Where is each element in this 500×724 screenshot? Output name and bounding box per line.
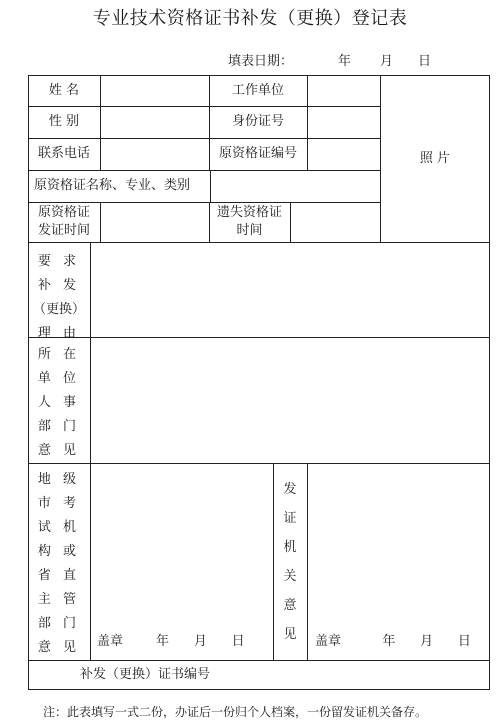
unit-hr-label-line: 部 门 [37, 419, 81, 434]
exam-authority-label-line: 省 直 [37, 568, 81, 583]
orig-cert-time-label-line2: 发证时间 [37, 223, 90, 238]
table-border-bottom [28, 689, 490, 690]
unit-hr-label-line: 人 事 [37, 395, 81, 410]
gender-label: 性 别 [48, 114, 80, 130]
exam-authority-label-line: 意 见 [37, 640, 81, 655]
photo-label: 照 片 [419, 150, 451, 166]
id-number-label: 身份证号 [231, 114, 284, 130]
issuer-label-char: 意 [283, 598, 297, 613]
exam-authority-label-line: 地 级 [37, 472, 81, 487]
reason-label-line: 理 由 [37, 326, 81, 341]
work-unit-label: 工作单位 [231, 82, 284, 98]
name-field[interactable] [101, 75, 209, 106]
table-border-right [489, 75, 490, 690]
orig-cert-no-label: 原资格证编号 [218, 146, 297, 162]
exam-authority-label-line: 试 机 [37, 520, 81, 535]
lost-time-label [209, 202, 290, 242]
id-number-field[interactable] [308, 106, 380, 138]
footnote: 注：此表填写一式二份，办证后一份归个人档案，一份留发证机关备存。 [43, 705, 428, 719]
issuer-label-char: 机 [283, 540, 297, 555]
reissue-cert-no-label: 补发（更换）证书编号 [80, 666, 211, 682]
issuer-label-char: 关 [283, 569, 297, 584]
photo-box[interactable] [381, 75, 489, 242]
name-label: 姓 名 [48, 82, 80, 98]
reason-label-line: 要 求 [37, 254, 81, 269]
issuer-label-char: 见 [283, 627, 297, 642]
reason-field[interactable] [91, 243, 489, 337]
fill-date-month: 月 [380, 54, 394, 69]
exam-authority-label-line: 市 考 [37, 496, 81, 511]
orig-cert-time-label [28, 202, 100, 242]
orig-cert-time-label-line1: 原资格证 [37, 205, 90, 221]
issuer-label-char: 发 [283, 482, 297, 497]
unit-hr-label [28, 343, 90, 463]
reason-label [28, 250, 90, 346]
exam-authority-label-line: 主 管 [37, 592, 81, 607]
lost-time-label-line2: 时间 [236, 223, 263, 238]
fill-date-year: 年 [338, 54, 352, 69]
exam-authority-label-line: 部 门 [37, 616, 81, 631]
orig-cert-no-field[interactable] [308, 138, 380, 170]
issuer-seal-date: 盖章 年 月 日 [315, 634, 471, 649]
unit-hr-opinion-field[interactable] [91, 338, 489, 463]
lost-time-label-line1: 遗失资格证 [216, 205, 282, 221]
issuer-label [273, 475, 307, 649]
reason-label-line: （更换） [32, 302, 85, 317]
exam-authority-label [28, 468, 90, 660]
unit-hr-label-line: 所 在 [37, 347, 81, 362]
gender-field[interactable] [101, 106, 209, 138]
unit-hr-label-line: 单 位 [37, 371, 81, 386]
exam-authority-seal-date: 盖章 年 月 日 [97, 634, 245, 649]
orig-cert-name-field[interactable] [211, 170, 380, 202]
fill-date-label: 填表日期： [228, 54, 294, 69]
lost-time-field[interactable] [291, 202, 380, 242]
work-unit-field[interactable] [308, 75, 380, 106]
orig-cert-name-label: 原资格证名称、专业、类别 [34, 178, 191, 194]
reason-label-line: 补 发 [37, 278, 81, 293]
phone-label: 联系电话 [37, 146, 90, 162]
orig-cert-time-field[interactable] [101, 202, 209, 242]
unit-hr-label-line: 意 见 [37, 443, 81, 458]
phone-field[interactable] [101, 138, 209, 170]
exam-authority-label-line: 构 或 [37, 544, 81, 559]
form-title: 专业技术资格证书补发（更换）登记表 [92, 8, 408, 29]
fill-date-day: 日 [418, 54, 432, 69]
registration-form-table [28, 75, 490, 690]
issuer-label-char: 证 [283, 511, 297, 526]
